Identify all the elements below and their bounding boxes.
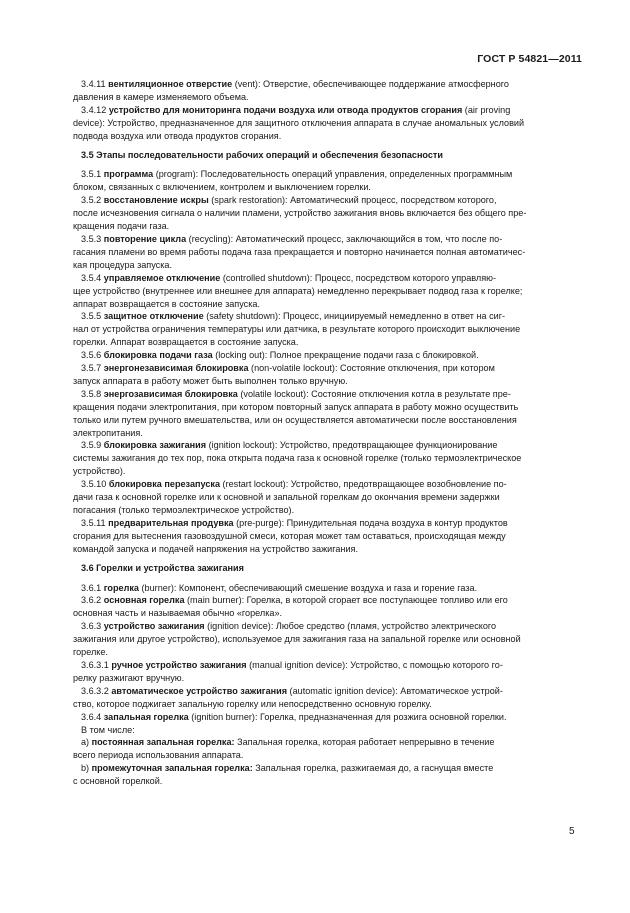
definition-text: (ignition device): Любое средство (пламя, устройство электрического зажигания или другое устройство), используемое для зажигания газа на запальной горелке или основной горелке.	[73, 621, 521, 658]
defined-term: автоматическое устройство зажигания	[111, 685, 288, 696]
definition-paragraph	[73, 78, 584, 104]
clause-number: 3.5.1	[81, 169, 104, 180]
defined-term: запальная горелка	[103, 711, 189, 722]
document-id-header: ГОСТ Р 54821—2011	[477, 53, 582, 65]
defined-term: блокировка перезапуска	[108, 479, 221, 490]
defined-term: повторение цикла	[103, 233, 187, 244]
defined-term: блокировка подачи газа	[103, 350, 213, 361]
definition-paragraph	[73, 349, 584, 362]
clause-number: 3.5.11	[81, 517, 109, 528]
clause-number: 3.5.3	[81, 233, 104, 244]
clause-number: 3.5.5	[81, 311, 104, 322]
defined-term: горелка	[103, 582, 139, 593]
definition-text: (recycling): Автоматический процесс, заключающийся в том, что после по- гасания пламени во время работы подача газа прекращается и повторно начинается полная автоматичес- кая процедура запуска.	[73, 233, 526, 270]
definition-paragraph	[73, 685, 584, 711]
clause-number: 3.5.4	[81, 272, 104, 283]
definition-paragraph	[73, 582, 584, 595]
definition-paragraph	[73, 762, 584, 788]
defined-term: промежуточная запальная горелка:	[91, 763, 253, 774]
definition-text: (pre-purge): Принудительная подача воздуха в контур продуктов сгорания для вытеснения газовоздушной смеси, которая может там оставаться, происходящая между командой запуска и подачей напряжения на устройство зажигания.	[73, 517, 508, 554]
definition-text: (spark restoration): Автоматический процесс, посредством которого, после исчезновения сигнала о наличии пламени, устройство зажигания вновь включается без общего пре- кращения подачи газа.	[73, 195, 527, 232]
definition-paragraph	[73, 388, 584, 440]
clause-number: a)	[81, 737, 92, 748]
definition-paragraph	[73, 478, 584, 517]
definition-paragraph	[73, 104, 584, 143]
definition-text: (manual ignition device): Устройство, с помощью которого го- релку разжигают вручную.	[73, 659, 503, 683]
defined-term: вентиляционное отверстие	[108, 79, 233, 89]
defined-term: ручное устройство зажигания	[111, 659, 247, 670]
definition-text: В том числе:	[81, 724, 135, 735]
defined-term: управляемое отключение	[103, 272, 221, 283]
definition-text: (non-volatile lockout): Состояние отключения, при котором запуск аппарата в работу может быть выполнен только вручную.	[73, 363, 495, 386]
definition-text: (locking out): Полное прекращение подачи газа с блокировкой.	[212, 350, 479, 361]
definition-paragraph	[73, 439, 584, 478]
definition-text: (vent): Отверстие, обеспечивающее поддержание атмосферного давления в камере изменяемого объема.	[73, 79, 509, 102]
section-heading: 3.5 Этапы последовательности рабочих операций и обеспечения безопасности	[81, 150, 443, 161]
clause-number: 3.5.8	[81, 388, 104, 399]
definition-paragraph	[73, 272, 584, 311]
defined-term: предварительная продувка	[108, 517, 234, 528]
definition-text: (ignition burner): Горелка, предназначенная для розжига основной горелки.	[188, 711, 507, 722]
definition-paragraph	[73, 711, 584, 724]
definition-paragraph	[73, 594, 584, 620]
page-number: 5	[569, 826, 575, 837]
definition-text: (program): Последовательность операций управления, определенных программным блоком, связанных с включением, контролем и выключением горелки.	[73, 169, 513, 193]
definition-paragraph	[73, 620, 584, 659]
defined-term: устройство зажигания	[103, 621, 205, 632]
definition-paragraph	[73, 659, 584, 685]
definition-paragraph	[73, 310, 584, 349]
defined-term: блокировка зажигания	[103, 440, 207, 451]
defined-term: энергонезависимая блокировка	[103, 363, 249, 374]
clause-number: 3.6.4	[81, 711, 104, 722]
clause-number: 3.6.3	[81, 621, 104, 632]
clause-number: 3.5.6	[81, 350, 104, 361]
definition-text: (ignition lockout): Устройство, предотвращающее функционирование системы зажигания до тех пор, пока открыта подача газа к основной горелке (только термоэлектрическое устройство).	[73, 440, 522, 477]
definition-paragraph	[73, 362, 584, 388]
clause-number: 3.6.2	[81, 595, 104, 606]
clause-number: 3.5.2	[81, 195, 104, 206]
definition-paragraph	[73, 194, 584, 233]
definition-text: (volatile lockout): Состояние отключения котла в результате пре- кращения подачи электропитания, при котором повторный запуск аппарата в работу можно осуществить только или путем ручного вмешательства, или он осуществляется автоматически после восстановления электропитания.	[73, 388, 519, 438]
clause-number: 3.5.10	[81, 479, 109, 490]
clause-number: b)	[81, 763, 92, 774]
clause-number: 3.5.9	[81, 440, 104, 451]
definition-paragraph	[73, 724, 584, 737]
definition-text: Запальная горелка, разжигаемая до, а гаснущая вместе с основной горелкой.	[73, 763, 494, 787]
definition-text: (automatic ignition device): Автоматическое устрой- ство, которое поджигает запальную горелку или непосредственно основную горелку.	[73, 685, 503, 709]
definition-text: (main burner): Горелка, в которой сгорает все поступающее топливо или его основная часть и называемая обычно «горелка».	[73, 595, 508, 619]
definition-paragraph	[73, 736, 584, 762]
clause-number: 3.6.3.1	[81, 659, 112, 670]
definition-text: Запальная горелка, которая работает непрерывно в течение всего периода использования аппарата.	[73, 737, 495, 761]
document-body	[73, 78, 584, 788]
clause-number: 3.4.12	[81, 104, 109, 115]
defined-term: постоянная запальная горелка:	[91, 737, 235, 748]
section-heading: 3.6 Горелки и устройства зажигания	[81, 563, 244, 574]
defined-term: основная горелка	[103, 595, 185, 606]
clause-number: 3.5.7	[81, 363, 104, 374]
definition-paragraph	[73, 517, 584, 556]
clause-number: 3.6.3.2	[81, 685, 112, 696]
definition-text: (burner): Компонент, обеспечивающий смешение воздуха и газа и горение газа.	[139, 582, 478, 593]
definition-paragraph	[73, 168, 584, 194]
clause-number: 3.6.1	[81, 582, 104, 593]
definition-text: (air proving device): Устройство, предназначенное для защитного отключения аппарата в случае аномальных условий подвода воздуха или отвода продуктов сгорания.	[73, 104, 525, 141]
definition-paragraph	[73, 233, 584, 272]
definition-text: (safety shutdown): Процесс, инициируемый немедленно в ответ на сиг- нал от устройства ограничения температуры или датчика, в результате которого происходит выключение горелки. Аппарат возвращается в состояние запуска.	[73, 311, 521, 348]
definition-text: (restart lockout): Устройство, предотвращающее возобновление по- дачи газа к основной горелке или к основной и запальной горелкам до окончания времени задержки погасания (только термоэлектрическое устройство).	[73, 479, 507, 515]
defined-term: устройство для мониторинга подачи воздуха или отвода продуктов сгорания	[108, 104, 463, 115]
defined-term: программа	[103, 169, 154, 180]
clause-number: 3.4.11	[81, 79, 109, 89]
defined-term: защитное отключение	[103, 311, 204, 322]
definition-text: (controlled shutdown): Процесс, посредством которого управляю- щее устройство (внутреннее или внешнее для аппарата) немедленно перекрывает подвод газа к горелке; аппарат возвращается в состояние запуска.	[73, 272, 523, 309]
defined-term: восстановление искры	[103, 195, 209, 206]
defined-term: энергозависимая блокировка	[103, 388, 238, 399]
